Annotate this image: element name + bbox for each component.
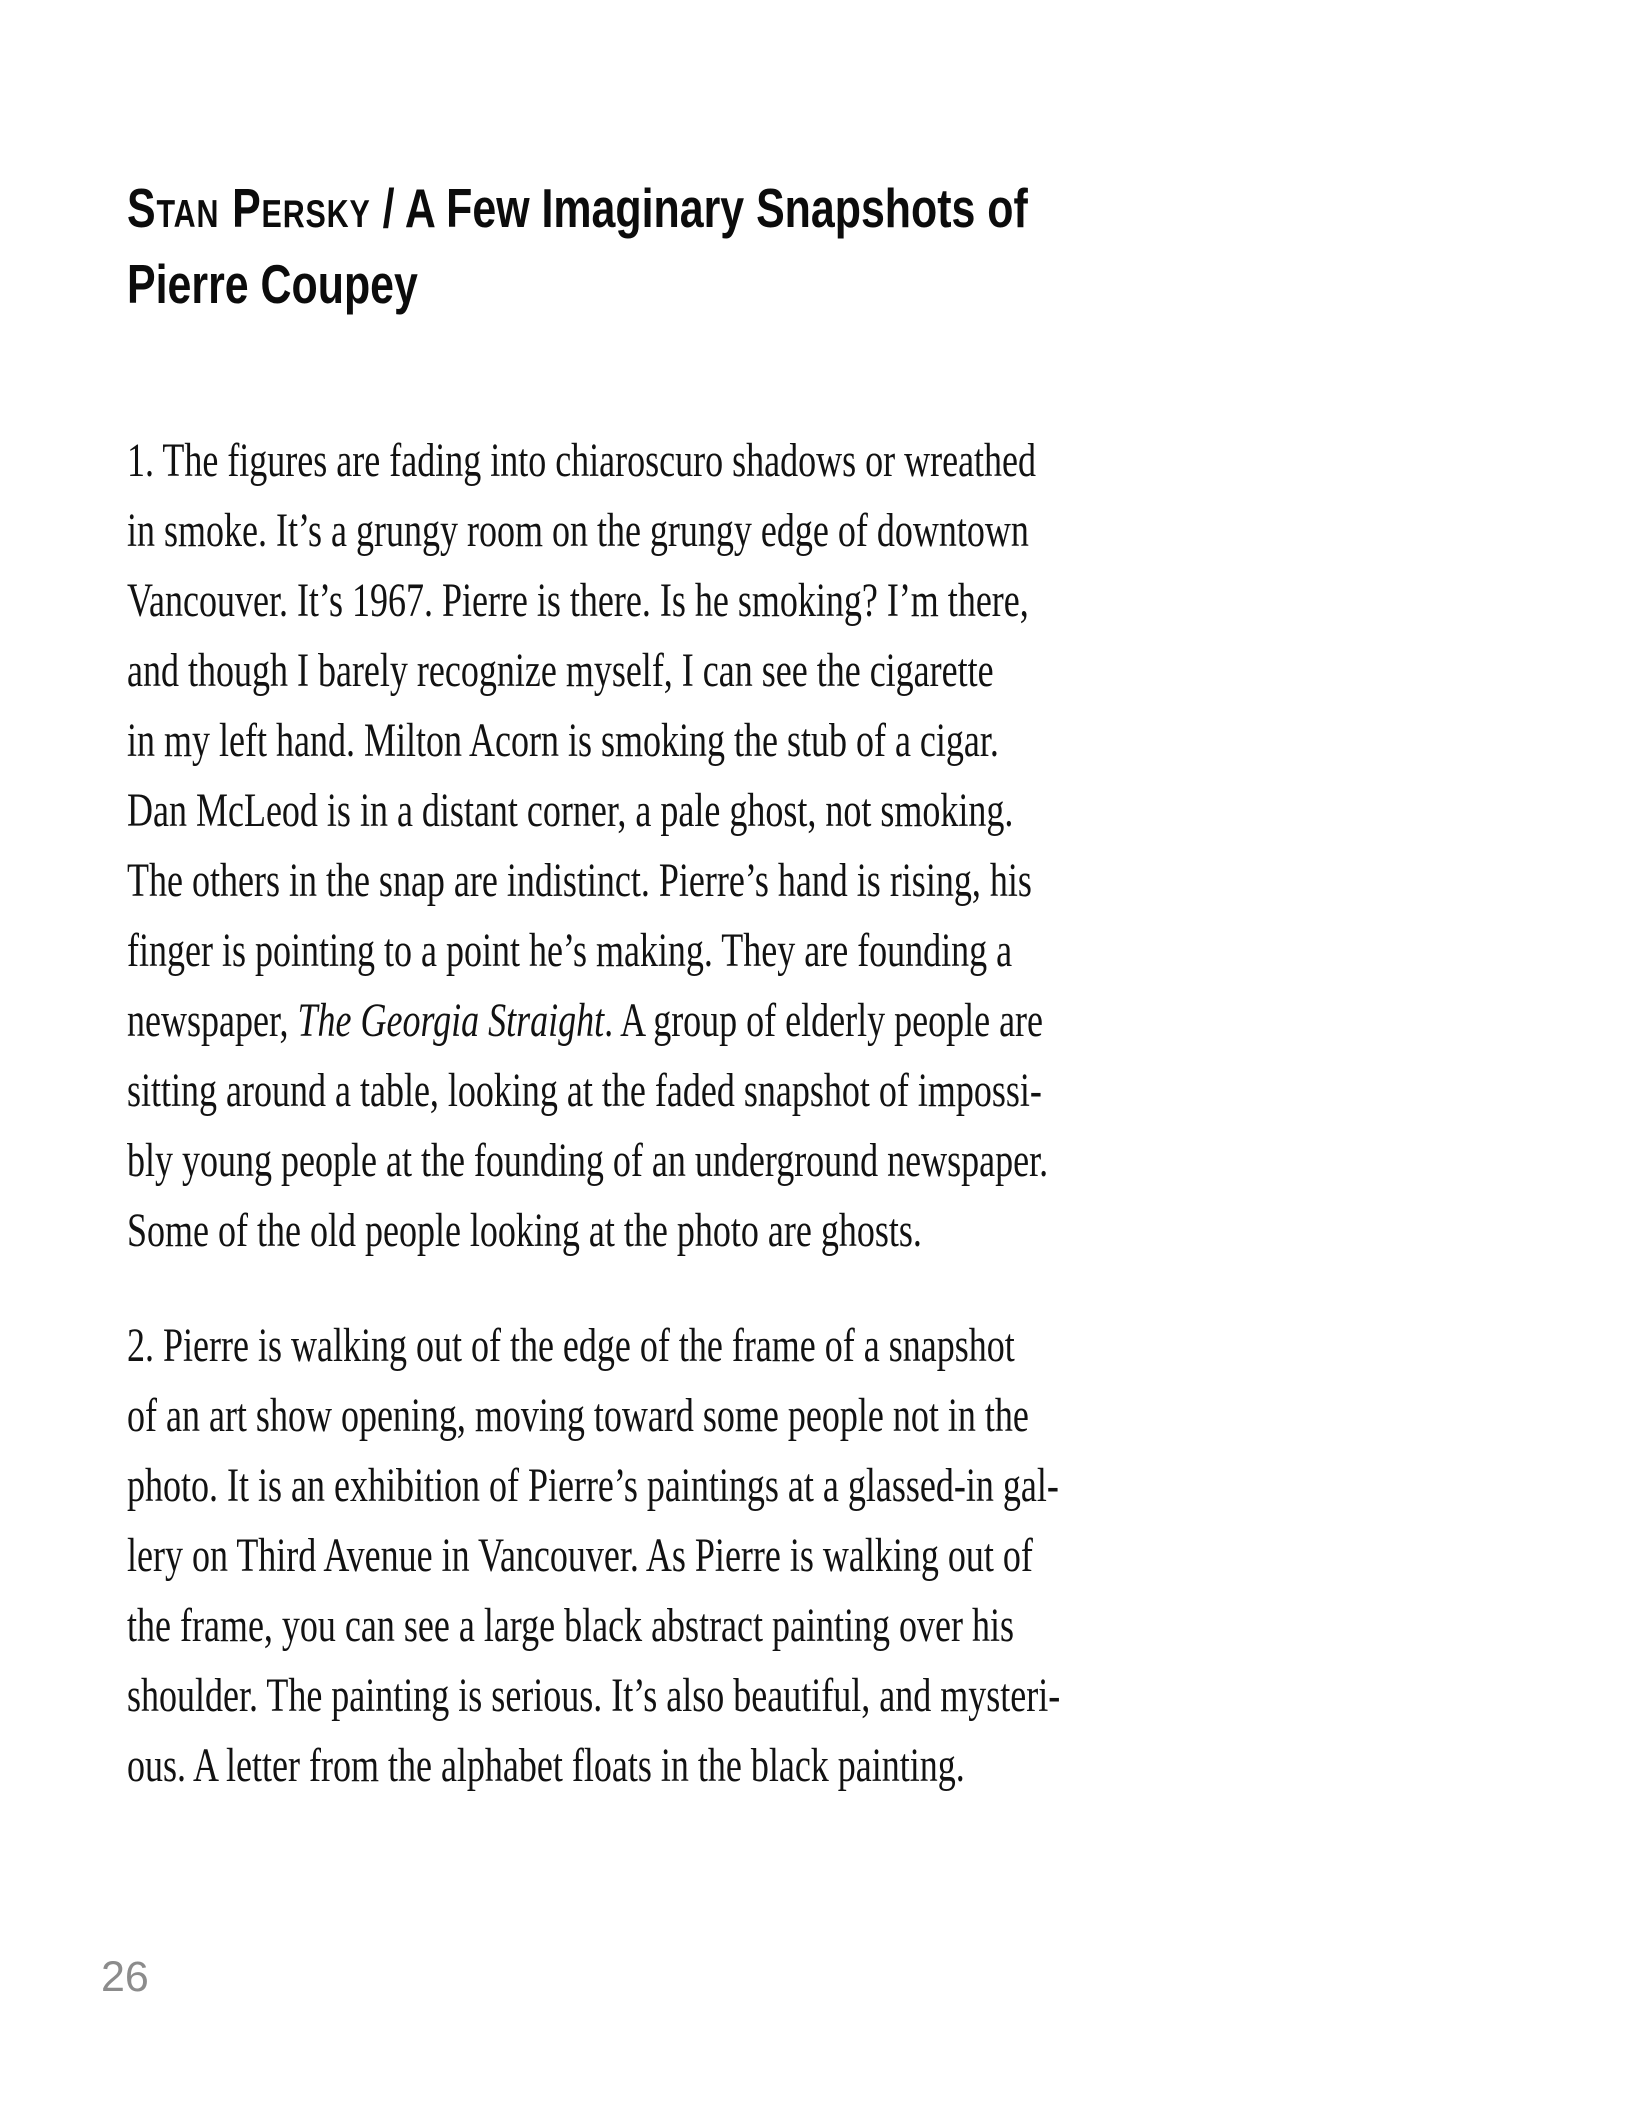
text-segment: sitting around a table, looking at the faded snapshot of impossi- [127,1064,1042,1117]
text-line [127,1661,1215,1731]
text-segment: bly young people at the founding of an underground newspaper. [127,1134,1049,1187]
text-line [127,1591,1215,1661]
text-segment: Dan McLeod is in a distant corner, a pale ghost, not smoking. [127,784,1014,837]
text-line [127,1311,1215,1381]
text-line [127,1056,1215,1126]
text-line [127,1126,1215,1196]
text-segment: shoulder. The painting is serious. It’s also beautiful, and mysteri- [127,1669,1061,1722]
text-segment: in my left hand. Milton Acorn is smoking the stub of a cigar. [127,714,999,767]
text-segment: 2. Pierre is walking out of the edge of the frame of a snapshot [127,1319,1015,1372]
text-line [127,776,1215,846]
text-line [127,916,1215,986]
text-line [127,496,1215,566]
text-segment: newspaper, [127,994,298,1047]
text-segment: ous. A letter from the alphabet floats in the black painting. [127,1739,965,1792]
text-line [127,706,1215,776]
text-line [127,1731,1215,1801]
text-segment: of an art show opening, moving toward some people not in the [127,1389,1029,1442]
text-line [127,566,1215,636]
text-line [127,1451,1215,1521]
text-segment: Vancouver. It’s 1967. Pierre is there. Is he smoking? I’m there, [127,574,1029,627]
text-segment: photo. It is an exhibition of Pierre’s paintings at a glassed-in gal- [127,1459,1059,1512]
title-text: A Few Imaginary Snapshots of [404,177,1028,239]
text-segment: the frame, you can see a large black abstract painting over his [127,1599,1014,1652]
paragraph [127,426,1577,1266]
text-line [127,426,1215,496]
text-segment: Some of the old people looking at the photo are ghosts. [127,1204,922,1257]
text-line [127,846,1215,916]
text-segment: . A group of elderly people are [604,994,1044,1047]
text-segment: finger is pointing to a point he’s making. They are founding a [127,924,1013,977]
text-segment: in smoke. It’s a grungy room on the grungy edge of downtown [127,504,1029,557]
text-segment: The others in the snap are indistinct. Pierre’s hand is rising, his [127,854,1032,907]
body-text [127,426,1577,1801]
paragraph [127,1311,1577,1801]
title-separator: / [370,177,405,239]
title-line-2: Pierre Coupey [127,253,418,315]
text-line [127,636,1215,706]
title-line-1 [127,170,1028,246]
text-line [127,1521,1215,1591]
text-line [127,986,1215,1056]
text-line [127,1381,1215,1451]
page-number: 26 [101,1953,149,2001]
page-title [127,170,1282,322]
text-segment: lery on Third Avenue in Vancouver. As Pierre is walking out of [127,1529,1033,1582]
text-segment: 1. The figures are fading into chiaroscuro shadows or wreathed [127,434,1037,487]
author-name: Stan Persky [127,177,371,239]
italic-title-text: The Georgia Straight [297,994,605,1047]
text-line [127,1196,1215,1266]
text-segment: and though I barely recognize myself, I can see the cigarette [127,644,994,697]
